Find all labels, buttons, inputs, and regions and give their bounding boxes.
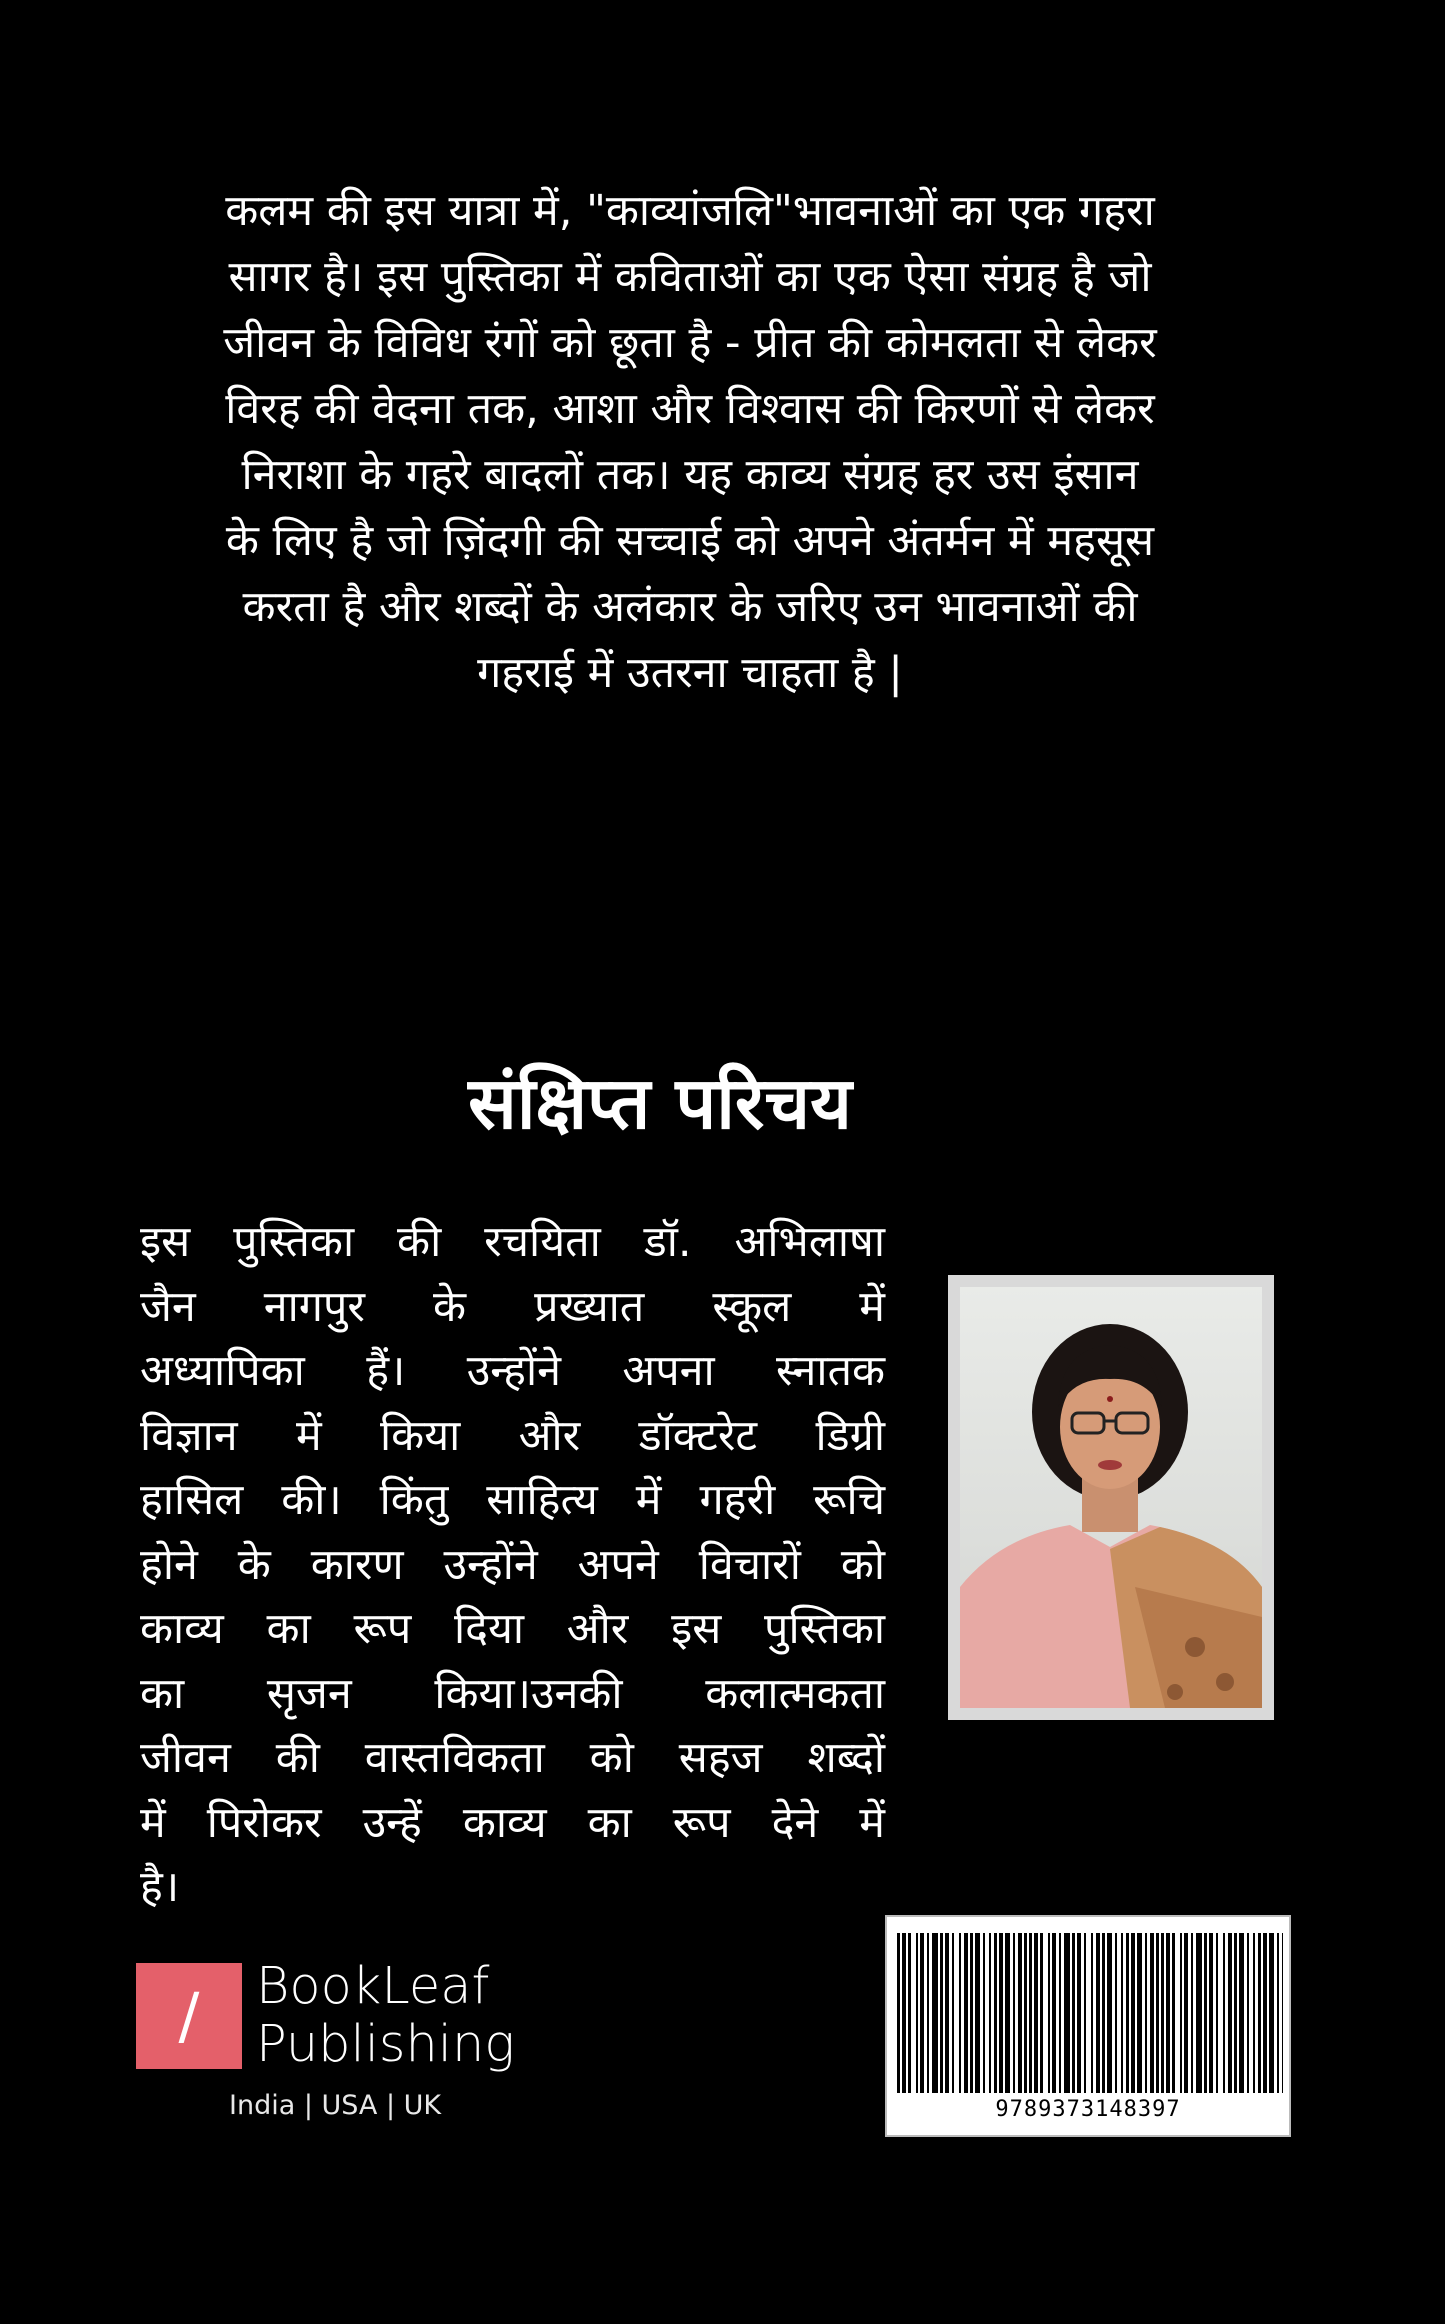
barcode-bar	[1204, 1933, 1207, 2093]
blurb-line: सागर है। इस पुस्तिका में कविताओं का एक ऐसा संग्रह है जो	[228, 252, 1152, 302]
publisher-name-line2: Publishing	[256, 2015, 515, 2074]
barcode-bar	[920, 1933, 924, 2093]
author-portrait-icon	[960, 1287, 1262, 1708]
barcode-bar	[1048, 1933, 1050, 2093]
barcode-bar	[994, 1933, 997, 2093]
barcode-bar	[1172, 1933, 1175, 2093]
barcode-bar	[1115, 1933, 1117, 2093]
bio-line: अध्यापिका हैं। उन्होंने अपना स्नातक	[140, 1346, 885, 1396]
barcode-bar	[1161, 1933, 1164, 2093]
blurb-line: निराशा के गहरे बादलों तक। यह काव्य संग्रह हर उस इंसान	[241, 450, 1139, 500]
barcode-bar	[1145, 1933, 1147, 2093]
bio-line: है।	[140, 1862, 180, 1912]
blurb-line: गहराई में उतरना चाहता है |	[477, 648, 903, 698]
barcode-bar	[1223, 1933, 1225, 2093]
publisher-logo-mark	[136, 1963, 242, 2069]
barcode-bar	[1184, 1933, 1188, 2093]
barcode-bar	[927, 1933, 929, 2093]
barcode-bar	[952, 1933, 954, 2093]
barcode-bar	[1258, 1933, 1261, 2093]
barcode-bar	[1052, 1933, 1056, 2093]
barcode-bar	[1126, 1933, 1129, 2093]
barcode-bar	[932, 1933, 938, 2093]
barcode-bar	[1253, 1933, 1255, 2093]
barcode-bar	[1247, 1933, 1249, 2093]
barcode-bar	[983, 1933, 985, 2093]
barcode-bar	[964, 1933, 968, 2093]
barcode-bar	[1034, 1933, 1038, 2093]
bio-line: जैन नागपुर के प्रख्यात स्कूल में	[140, 1281, 885, 1332]
blurb-line: जीवन के विविध रंगों को छूता है - प्रीत की कोमलता से लेकर	[223, 318, 1157, 368]
barcode-bar	[999, 1933, 1003, 2093]
barcode-bar	[897, 1933, 900, 2093]
bio-line: में पिरोकर उन्हें काव्य का रूप देने में	[140, 1797, 885, 1848]
bio-line: काव्य का रूप दिया और इस पुस्तिका	[140, 1604, 885, 1654]
blurb-line: के लिए है जो ज़िंदगी की सच्चाई को अपने अंतर्मन में महसूस	[225, 516, 1155, 566]
barcode-bar	[1064, 1933, 1070, 2093]
barcode-bar	[940, 1933, 943, 2093]
barcode-bar	[989, 1933, 991, 2093]
barcode-bar	[1269, 1933, 1274, 2093]
barcode-bar	[959, 1933, 961, 2093]
barcode-bar	[1191, 1933, 1193, 2093]
barcode-bar	[1282, 1933, 1283, 2093]
barcode-bar	[1228, 1933, 1232, 2093]
author-bio	[140, 1210, 885, 1920]
barcode-bar	[1263, 1933, 1267, 2093]
bio-line: होने के कारण उन्होंने अपने विचारों को	[140, 1539, 885, 1590]
barcode-bar	[1091, 1933, 1093, 2093]
barcode-bar	[1029, 1933, 1032, 2093]
barcode-bar	[1040, 1933, 1043, 2093]
barcode-bar	[1018, 1933, 1022, 2093]
publisher-name-line1: BookLeaf	[256, 1957, 490, 2016]
barcode-bar	[1084, 1933, 1086, 2093]
barcode-bar	[1216, 1933, 1218, 2093]
barcode-bar	[1156, 1933, 1159, 2093]
bio-line: का सृजन किया।उनकी कलात्मकता	[140, 1668, 885, 1719]
barcode-bar	[1096, 1933, 1100, 2093]
barcode-bar	[1166, 1933, 1170, 2093]
barcode-bar	[1180, 1933, 1182, 2093]
barcode-bar	[1137, 1933, 1142, 2093]
barcode-bar	[902, 1933, 906, 2093]
bio-line: इस पुस्तिका की रचयिता डॉ. अभिलाषा	[140, 1217, 885, 1267]
barcode-bar	[1013, 1933, 1015, 2093]
barcode-bar	[1072, 1933, 1075, 2093]
back-cover-blurb	[130, 178, 1250, 706]
isbn-number: 9789373148397	[995, 2097, 1181, 2122]
blurb-line: विरह की वेदना तक, आशा और विश्वास की किरणों से लेकर	[225, 384, 1155, 434]
blurb-line: कलम की इस यात्रा में, "काव्यांजलि"भावनाओं का एक गहरा	[225, 186, 1155, 236]
barcode-bar	[945, 1933, 949, 2093]
barcode-bar	[1059, 1933, 1061, 2093]
author-photo	[960, 1287, 1262, 1708]
barcode-icon	[897, 1933, 1283, 2093]
barcode-bar	[908, 1933, 911, 2093]
bio-line: विज्ञान में किया और डॉक्टरेट डिग्री	[140, 1410, 885, 1461]
barcode-bar	[1102, 1933, 1105, 2093]
barcode-bar	[1121, 1933, 1123, 2093]
barcode-bar	[1234, 1933, 1237, 2093]
barcode-bar	[1131, 1933, 1135, 2093]
publisher-name	[256, 1958, 515, 2074]
barcode-bar	[1196, 1933, 1202, 2093]
publisher-regions: India | USA | UK	[229, 2090, 442, 2121]
barcode-bar	[1277, 1933, 1279, 2093]
barcode-bar	[975, 1933, 980, 2093]
barcode-bar	[1107, 1933, 1112, 2093]
blurb-line: करता है और शब्दों के अलंकार के जरिए उन भावनाओं की	[242, 582, 1138, 632]
barcode-bar	[970, 1933, 973, 2093]
bio-line: जीवन की वास्तविकता को सहज शब्दों	[140, 1733, 885, 1783]
barcode-bar	[1239, 1933, 1244, 2093]
slash-icon: /	[178, 1979, 200, 2052]
author-photo-frame	[948, 1275, 1274, 1720]
barcode-bar	[1150, 1933, 1154, 2093]
barcode-bar	[916, 1933, 918, 2093]
author-intro-heading: संक्षिप्त परिचय	[468, 1061, 852, 1145]
barcode-bar	[1024, 1933, 1027, 2093]
bio-line: हासिल की। किंतु साहित्य में गहरी रूचि	[140, 1475, 885, 1525]
barcode-bar	[1209, 1933, 1213, 2093]
isbn-barcode	[885, 1915, 1291, 2137]
barcode-bar	[1077, 1933, 1081, 2093]
barcode-bar	[1005, 1933, 1010, 2093]
